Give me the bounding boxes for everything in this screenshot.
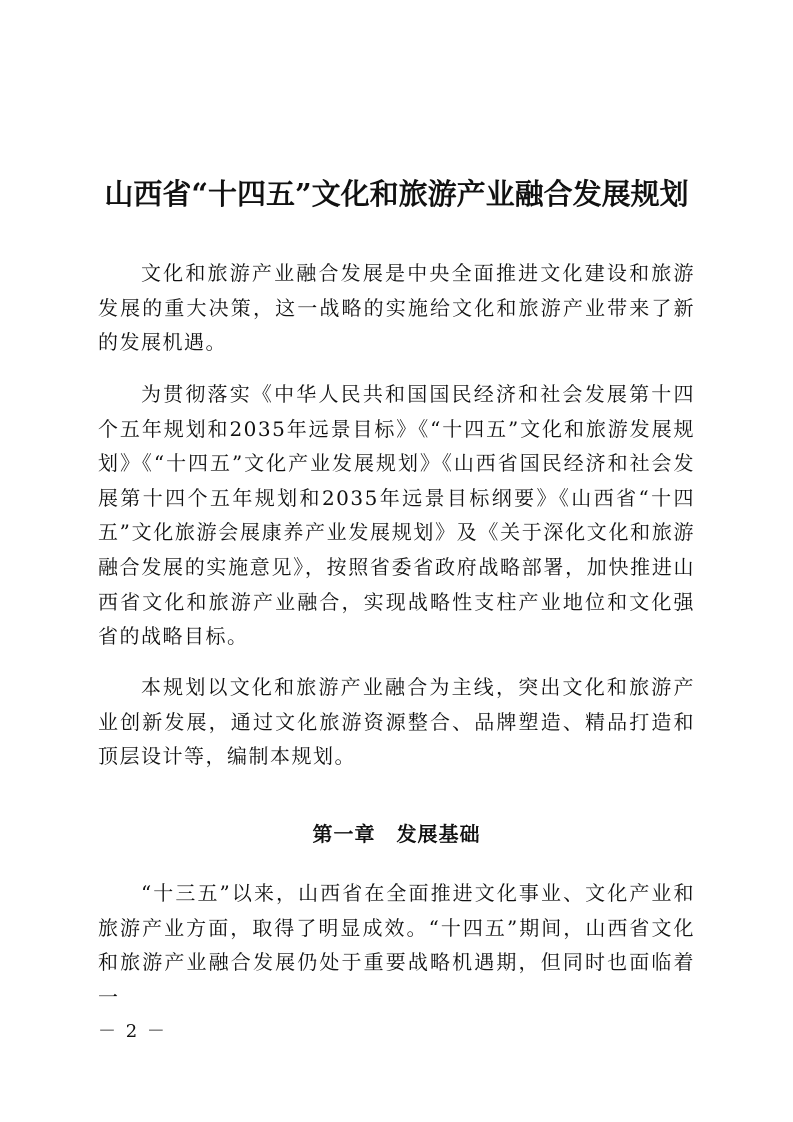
page-number: － 2 － [98,1021,167,1042]
intro-paragraph-2: 为贯彻落实《中华人民共和国国民经济和社会发展第十四个五年规划和2035年远景目标》《“十四五”文化和旅游发展规划》《“十四五”文化产业发展规划》《山西省国民经济和社会发展第十四个五年规划和2035年远景目标纲要》《山西省“十四五”文化旅游会展康养产业发展规划》及《关于深化文化和旅游融合发展的实施意见》，按照省委省政府战略部署，加快推进山西省文化和旅游产业融合，实现战略性支柱产业地位和文化强省的战略目标。 [98,382,695,649]
intro-paragraph-3: 本规划以文化和旅游产业融合为主线，突出文化和旅游产业创新发展，通过文化旅游资源整合、品牌塑造、精品打造和顶层设计等，编制本规划。 [98,675,695,769]
document-title: 山西省“十四五”文化和旅游产业融合发展规划 [104,177,689,211]
intro-paragraph-1: 文化和旅游产业融合发展是中央全面推进文化建设和旅游发展的重大决策，这一战略的实施给文化和旅游产业带来了新的发展机遇。 [98,261,695,355]
chapter-paragraph: “十三五”以来，山西省在全面推进文化事业、文化产业和旅游产业方面，取得了明显成效。“十四五”期间，山西省文化和旅游产业融合发展仍处于重要战略机遇期，但同时也面临着一 [98,881,695,1009]
chapter-heading: 第一章 发展基础 [312,822,481,846]
